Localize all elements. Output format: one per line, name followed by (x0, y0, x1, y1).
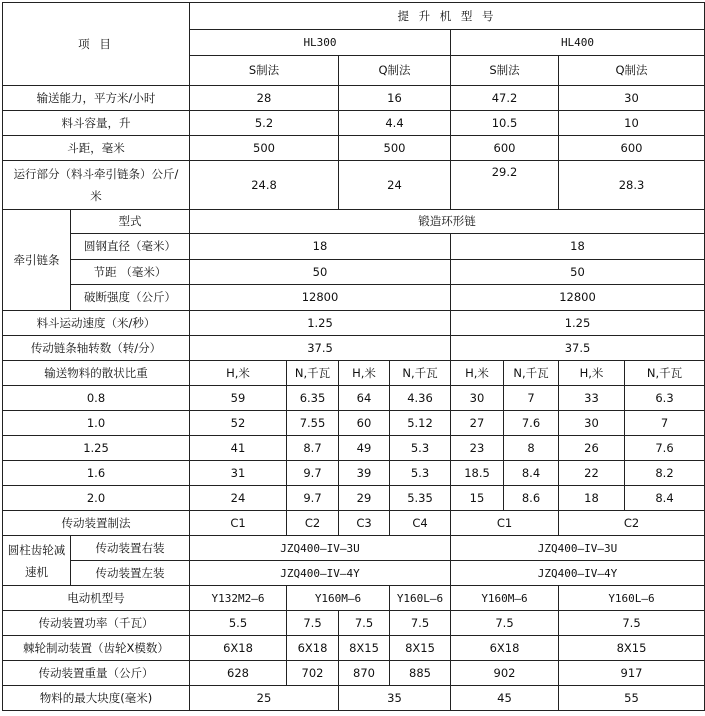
cell: 7.55 (287, 411, 339, 436)
row-label: 输送能力，平方米/小时 (3, 86, 190, 111)
cell: 33 (559, 386, 625, 411)
cell: 600 (559, 136, 705, 161)
col-n: N,千瓦 (390, 361, 451, 386)
cell: 8.4 (625, 486, 705, 511)
cell: 24 (190, 486, 287, 511)
cell: 18 (451, 234, 705, 260)
cell: 7.5 (559, 611, 705, 636)
reducer-right-row (3, 536, 705, 561)
cell: 1.25 (451, 311, 705, 336)
col-h: H,米 (339, 361, 390, 386)
density-value: 1.0 (3, 411, 190, 436)
reducer-group-label: 圆柱齿轮减速机 (3, 536, 71, 586)
cell: 7.5 (339, 611, 390, 636)
cell: 5.12 (390, 411, 451, 436)
cell: 7 (625, 411, 705, 436)
row-label: 节距 （毫米） (71, 260, 190, 285)
cell: 917 (559, 661, 705, 686)
cell: 10.5 (451, 111, 559, 136)
cell: 29.2 (451, 161, 559, 210)
capacity-row (3, 86, 705, 111)
hl300-q-method: Q制法 (339, 56, 451, 86)
density-value: 0.8 (3, 386, 190, 411)
rpm-row (3, 336, 705, 361)
cell: 902 (451, 661, 559, 686)
cell: 8.6 (504, 486, 559, 511)
cell: 5.3 (390, 436, 451, 461)
cell: 5.35 (390, 486, 451, 511)
row-label: 物料的最大块度(毫米) (3, 686, 190, 711)
cell: 18 (559, 486, 625, 511)
cell: 7.6 (504, 411, 559, 436)
cell: Y160L—6 (390, 586, 451, 611)
cell: 锻造环形链 (190, 210, 705, 234)
hl400-q-method: Q制法 (559, 56, 705, 86)
chain-pitch-row (3, 260, 705, 285)
drive-method-row (3, 511, 705, 536)
cell: Y132M2—6 (190, 586, 287, 611)
density-value: 1.25 (3, 436, 190, 461)
density-row (3, 461, 705, 486)
chain-type-row (3, 210, 705, 234)
cell: 24 (339, 161, 451, 210)
cell: 31 (190, 461, 287, 486)
bucket-volume-row (3, 111, 705, 136)
cell: 39 (339, 461, 390, 486)
col-n: N,千瓦 (287, 361, 339, 386)
hl300-s-method: S制法 (190, 56, 339, 86)
cell: 59 (190, 386, 287, 411)
cell: C3 (339, 511, 390, 536)
chain-diameter-row (3, 234, 705, 260)
row-label: 传动装置右装 (71, 536, 190, 561)
cell: 35 (339, 686, 451, 711)
row-label: 传动装置制法 (3, 511, 190, 536)
chain-strength-row (3, 285, 705, 311)
density-row (3, 411, 705, 436)
cell: 25 (190, 686, 339, 711)
density-value: 1.6 (3, 461, 190, 486)
cell: C1 (451, 511, 559, 536)
cell: 30 (559, 411, 625, 436)
cell: 5.2 (190, 111, 339, 136)
max-lump-row (3, 686, 705, 711)
cell: 24.8 (190, 161, 339, 210)
cell: 500 (339, 136, 451, 161)
density-row (3, 386, 705, 411)
cell: 7.5 (451, 611, 559, 636)
cell: 8X15 (339, 636, 390, 661)
row-label: 传动链条轴转数（转/分） (3, 336, 190, 361)
density-header-row (3, 361, 705, 386)
cell: 18.5 (451, 461, 504, 486)
row-label: 棘轮制动装置（齿轮X模数） (3, 636, 190, 661)
cell: 47.2 (451, 86, 559, 111)
row-label: 运行部分（料斗牵引链条）公斤/米 (3, 161, 190, 210)
cell: JZQ400—IV—4Y (451, 561, 705, 586)
cell: 50 (190, 260, 451, 285)
cell: 6.35 (287, 386, 339, 411)
model-group-header: 提 升 机 型 号 (190, 3, 705, 30)
cell: 28 (190, 86, 339, 111)
speed-row (3, 311, 705, 336)
cell: 41 (190, 436, 287, 461)
cell: JZQ400—IV—3U (190, 536, 451, 561)
power-row (3, 611, 705, 636)
cell: 5.5 (190, 611, 287, 636)
brake-row (3, 636, 705, 661)
cell: 55 (559, 686, 705, 711)
cell: JZQ400—IV—4Y (190, 561, 451, 586)
row-label: 料斗运动速度（米/秒） (3, 311, 190, 336)
cell: C2 (559, 511, 705, 536)
cell: 7.5 (287, 611, 339, 636)
cell: 7.6 (625, 436, 705, 461)
cell: 9.7 (287, 461, 339, 486)
row-label: 输送物料的散状比重 (3, 361, 190, 386)
cell: 9.7 (287, 486, 339, 511)
cell: JZQ400—IV—3U (451, 536, 705, 561)
cell: 5.3 (390, 461, 451, 486)
cell: 52 (190, 411, 287, 436)
row-label: 破断强度（公斤） (71, 285, 190, 311)
col-h: H,米 (190, 361, 287, 386)
cell: 4.36 (390, 386, 451, 411)
cell: 885 (390, 661, 451, 686)
cell: 27 (451, 411, 504, 436)
hl400-header: HL400 (451, 30, 705, 56)
col-n: N,千瓦 (504, 361, 559, 386)
cell: C4 (390, 511, 451, 536)
cell: 12800 (190, 285, 451, 311)
cell: 8 (504, 436, 559, 461)
cell: 7.5 (390, 611, 451, 636)
cell: 64 (339, 386, 390, 411)
chain-group-label: 牵引链条 (3, 210, 71, 311)
cell: 45 (451, 686, 559, 711)
row-label: 圆钢直径（毫米） (71, 234, 190, 260)
cell: 10 (559, 111, 705, 136)
cell: 37.5 (451, 336, 705, 361)
cell: 12800 (451, 285, 705, 311)
cell: 26 (559, 436, 625, 461)
cell: 7 (504, 386, 559, 411)
cell: 28.3 (559, 161, 705, 210)
row-label: 传动装置左装 (71, 561, 190, 586)
hl300-header: HL300 (190, 30, 451, 56)
running-part-row (3, 161, 705, 210)
cell: 37.5 (190, 336, 451, 361)
cell: 8X15 (559, 636, 705, 661)
item-header: 项 目 (3, 3, 190, 86)
cell: Y160M—6 (287, 586, 390, 611)
row-label: 传动装置功率（千瓦） (3, 611, 190, 636)
cell: C2 (287, 511, 339, 536)
row-label: 料斗容量，升 (3, 111, 190, 136)
elevator-spec-table (2, 2, 705, 711)
cell: C1 (190, 511, 287, 536)
cell: 628 (190, 661, 287, 686)
row-label: 电动机型号 (3, 586, 190, 611)
col-h: H,米 (451, 361, 504, 386)
cell: 15 (451, 486, 504, 511)
cell: 4.4 (339, 111, 451, 136)
density-row (3, 436, 705, 461)
col-n: N,千瓦 (625, 361, 705, 386)
cell: 16 (339, 86, 451, 111)
cell: 8.7 (287, 436, 339, 461)
cell: 8.2 (625, 461, 705, 486)
cell: Y160M—6 (451, 586, 559, 611)
density-row (3, 486, 705, 511)
cell: 30 (559, 86, 705, 111)
col-h: H,米 (559, 361, 625, 386)
motor-row (3, 586, 705, 611)
cell: 500 (190, 136, 339, 161)
row-label: 斗距，毫米 (3, 136, 190, 161)
cell: 60 (339, 411, 390, 436)
weight-row (3, 661, 705, 686)
cell: 6X18 (451, 636, 559, 661)
cell: 23 (451, 436, 504, 461)
bucket-pitch-row (3, 136, 705, 161)
density-value: 2.0 (3, 486, 190, 511)
cell: 1.25 (190, 311, 451, 336)
cell: 6X18 (190, 636, 287, 661)
cell: 29 (339, 486, 390, 511)
cell: 6X18 (287, 636, 339, 661)
cell: 600 (451, 136, 559, 161)
row-label: 型式 (71, 210, 190, 234)
cell: 18 (190, 234, 451, 260)
cell: Y160L—6 (559, 586, 705, 611)
cell: 22 (559, 461, 625, 486)
cell: 8X15 (390, 636, 451, 661)
cell: 8.4 (504, 461, 559, 486)
cell: 49 (339, 436, 390, 461)
cell: 702 (287, 661, 339, 686)
row-label: 传动装置重量（公斤） (3, 661, 190, 686)
reducer-left-row (3, 561, 705, 586)
cell: 870 (339, 661, 390, 686)
cell: 6.3 (625, 386, 705, 411)
header-row-1 (3, 3, 705, 30)
cell: 50 (451, 260, 705, 285)
cell: 30 (451, 386, 504, 411)
hl400-s-method: S制法 (451, 56, 559, 86)
